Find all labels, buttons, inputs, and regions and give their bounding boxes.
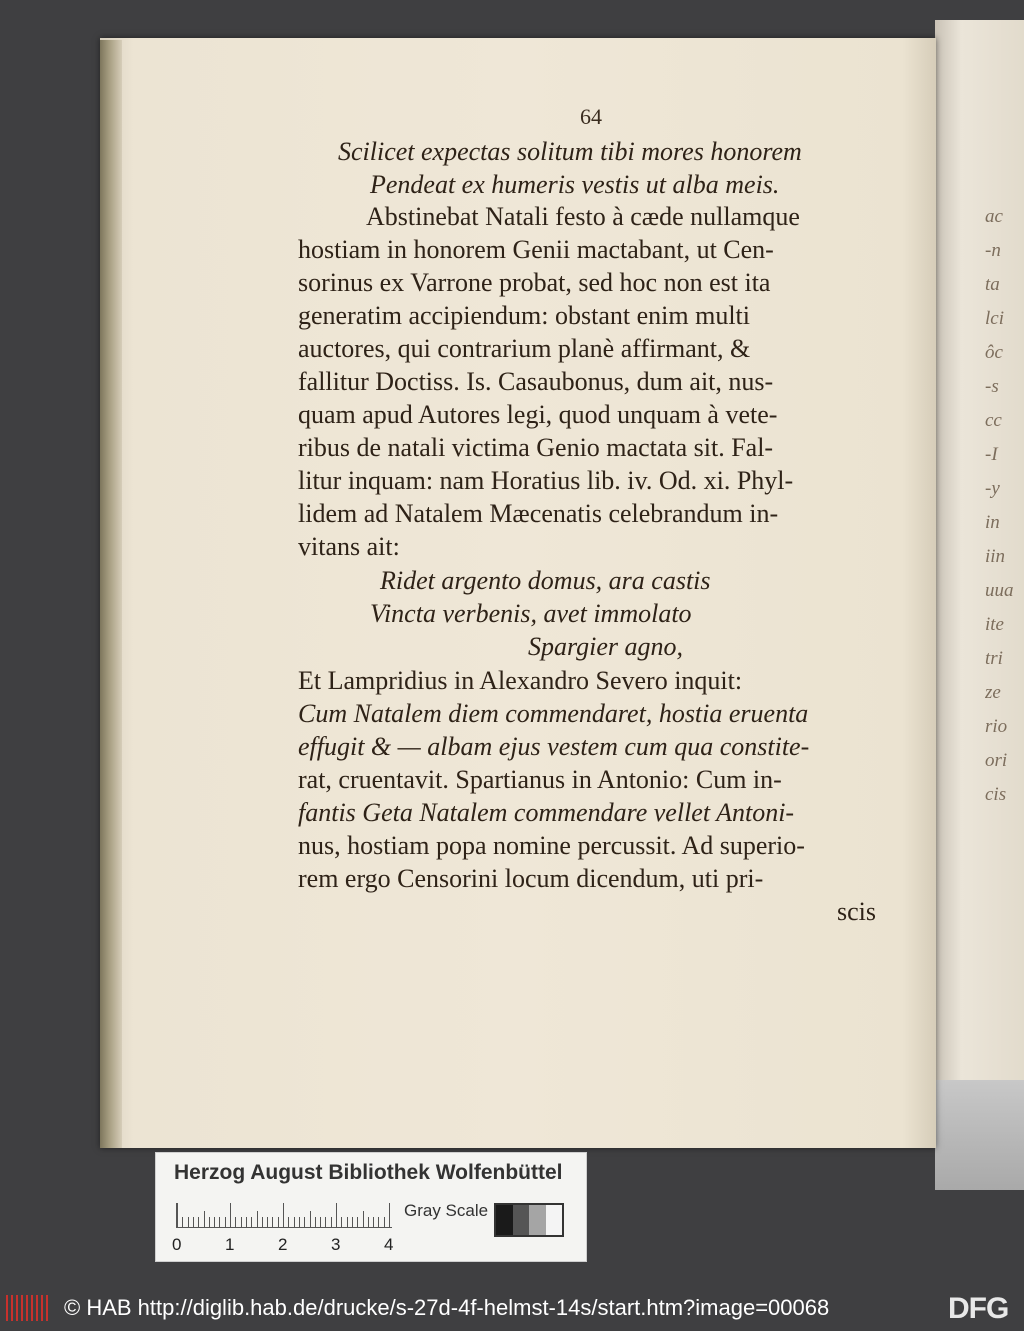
ruler-tick [288,1217,289,1227]
ruler-tick [251,1217,252,1227]
text-line: Cum Natalem diem commendaret, hostia eruenta [298,699,809,728]
text-line: auctores, qui contrarium planè affirmant, & [298,334,751,363]
ruler-number: 0 [172,1235,182,1254]
ruler-number: 1 [225,1235,235,1254]
ruler-tick [368,1217,369,1227]
ruler-tick [272,1217,273,1227]
barcode-icon [6,1295,48,1321]
library-name: Herzog August Bibliothek Wolfenbüttel [174,1161,563,1184]
gray-swatch [529,1205,546,1235]
text-line: Abstinebat Natali festo à cæde nullamque [366,202,800,231]
text-line: lidem ad Natalem Mæcenatis celebrandum in- [298,499,779,528]
text-line: fallitur Doctiss. Is. Casaubonus, dum ait, nus- [298,367,774,396]
text-line: Et Lampridius in Alexandro Severo inquit: [298,666,743,695]
ruler-tick [262,1217,263,1227]
ruler-tick [384,1217,385,1227]
text-line: scis [837,897,876,926]
ruler-tick [357,1217,358,1227]
fragment-text: lci [985,308,1004,329]
gray-scale-label: Gray Scale [404,1201,489,1220]
fragment-text: tri [985,648,1003,669]
fragment-text: in [985,512,1000,533]
ruler-tick [389,1203,390,1227]
text-line: ribus de natali victima Genio mactata sit. Fal- [298,433,774,462]
ruler-tick [304,1217,305,1227]
fragment-text: -I [985,444,998,465]
ruler-tick [177,1203,178,1227]
ruler-tick [299,1217,300,1227]
gray-swatch [513,1205,530,1235]
gray-swatch [546,1205,563,1235]
ruler-tick [193,1217,194,1227]
fragment-text: ac [985,206,1003,227]
text-line: effugit & — albam ejus vestem cum qua constite- [298,732,810,761]
ruler-tick [225,1217,226,1227]
text-line: hostiam in honorem Genii mactabant, ut Cen- [298,235,774,264]
ruler-tick [267,1217,268,1227]
text-line: generatim accipiendum: obstant enim multi [298,301,750,330]
ruler-tick [209,1217,210,1227]
text-line: vitans ait: [298,532,400,561]
ruler-tick [341,1217,342,1227]
ruler-tick [363,1211,364,1227]
ruler-number: 4 [384,1235,394,1254]
ruler-tick [182,1217,183,1227]
ruler-tick [257,1211,258,1227]
fragment-text: ta [985,274,1000,295]
footer-copyright-url[interactable]: © HAB http://diglib.hab.de/drucke/s-27d-4f-helmst-14s/start.htm?image=00068 [64,1295,830,1320]
text-line: quam apud Autores legi, quod unquam à vete- [298,400,778,429]
fragment-text: -y [985,478,1000,499]
ruler-tick [325,1217,326,1227]
ruler-tick [315,1217,316,1227]
ruler-tick [331,1217,332,1227]
fragment-text: iin [985,546,1006,567]
fragment-text: -n [985,240,1001,261]
ruler-tick [378,1217,379,1227]
color-calibration-card [155,1152,587,1262]
gray-swatch [496,1205,513,1235]
page-number: 64 [580,104,602,129]
ruler-tick [294,1217,295,1227]
ruler-scale [176,1203,392,1228]
fragment-text: cc [985,410,1002,431]
ruler-tick [214,1217,215,1227]
fragment-text: -s [985,376,999,397]
ruler-number: 2 [278,1235,288,1254]
text-line: rem ergo Censorini locum dicendum, uti pri- [298,864,764,893]
text-line: Scilicet expectas solitum tibi mores honorem [338,137,802,166]
ruler-tick [246,1217,247,1227]
ruler-tick [241,1217,242,1227]
fragment-text: ite [985,614,1004,635]
ruler-tick [347,1217,348,1227]
page-gutter-shadow [100,40,122,1148]
ruler-tick [336,1203,337,1227]
ruler-tick [283,1203,284,1227]
text-line: rat, cruentavit. Spartianus in Antonio: Cum in- [298,765,782,794]
ruler-tick [198,1217,199,1227]
next-page-lower-strip [935,1080,1024,1190]
fragment-text: uua [985,580,1014,601]
text-line: sorinus ex Varrone probat, sed hoc non est ita [298,268,771,297]
dfg-logo: DFG [948,1292,1009,1325]
ruler-tick [352,1217,353,1227]
text-line: Pendeat ex humeris vestis ut alba meis. [370,170,780,199]
ruler-tick [320,1217,321,1227]
ruler-tick [230,1203,231,1227]
text-line: Spargier agno, [528,632,684,661]
ruler-tick [310,1211,311,1227]
ruler-tick [235,1217,236,1227]
ruler-tick [219,1217,220,1227]
ruler-tick [278,1217,279,1227]
footer-bar [0,1290,1024,1331]
fragment-text: ôc [985,342,1003,363]
text-line: litur inquam: nam Horatius lib. iv. Od. xi. Phyl- [298,466,794,495]
text-line: Vincta verbenis, avet immolato [370,599,692,628]
text-line: fantis Geta Natalem commendare vellet Antoni- [298,798,795,827]
fragment-text: cis [985,784,1007,805]
text-line: nus, hostiam popa nomine percussit. Ad superio- [298,831,805,860]
fragment-text: ori [985,750,1008,771]
fragment-text: rio [985,716,1008,737]
fragment-text: ze [985,682,1001,703]
text-line: Ridet argento domus, ara castis [380,566,711,595]
ruler-tick [373,1217,374,1227]
ruler-tick [204,1211,205,1227]
ruler-number: 3 [331,1235,341,1254]
ruler-tick [188,1217,189,1227]
gray-scale-swatches [494,1203,564,1237]
next-page-text-fragments [985,200,1024,812]
